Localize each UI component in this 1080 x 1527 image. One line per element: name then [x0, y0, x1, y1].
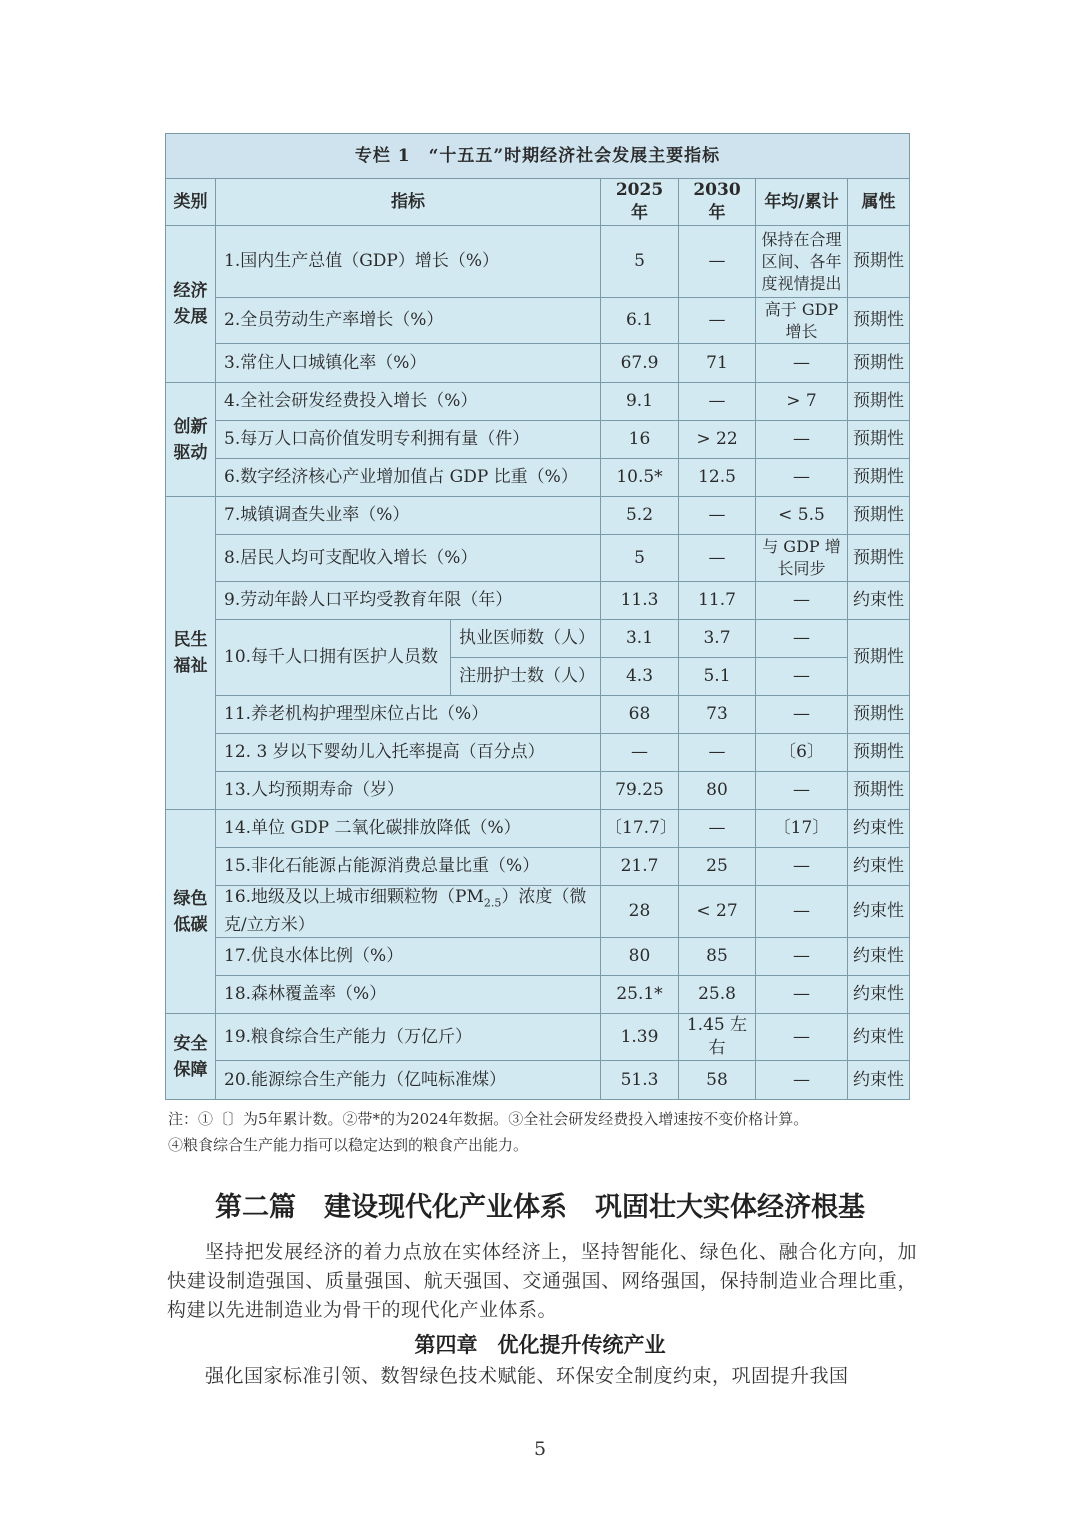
chapter-label: 第四章: [414, 1333, 478, 1357]
table-row: [166, 344, 910, 383]
value-attribute: 预期性: [848, 772, 910, 810]
indicator-name: 13.人均预期寿命（岁）: [216, 772, 601, 810]
value-annual: —: [756, 1061, 848, 1100]
value-2030: 1.45 左右: [679, 1014, 756, 1061]
value-attribute: 约束性: [848, 886, 910, 938]
value-attribute: 预期性: [848, 535, 910, 582]
table-row: [166, 497, 910, 535]
table-row: [166, 848, 910, 886]
indicator-name-subscript: 2.5: [483, 896, 502, 910]
value-annual: —: [756, 344, 848, 383]
table-notes: [168, 1106, 928, 1158]
value-annual: 与 GDP 增长同步: [756, 535, 848, 582]
value-2025: 9.1: [601, 383, 679, 421]
value-2030: —: [679, 497, 756, 535]
value-2025: 28: [601, 886, 679, 938]
indicator-name: 6.数字经济核心产业增加值占 GDP 比重（%）: [216, 459, 601, 497]
indicator-subname: 注册护士数（人）: [451, 658, 601, 696]
value-annual: —: [756, 459, 848, 497]
header-annual: 年均/累计: [756, 179, 848, 226]
value-attribute: 预期性: [848, 459, 910, 497]
table-row: [166, 772, 910, 810]
table-row: [166, 810, 910, 848]
value-attribute: 预期性: [848, 421, 910, 459]
value-2030: —: [679, 298, 756, 344]
value-2025: 10.5*: [601, 459, 679, 497]
table-row: [166, 298, 910, 344]
body-paragraph: 强化国家标准引领、数智绿色技术赋能、环保安全制度约束，巩固提升我国: [205, 1365, 849, 1387]
indicator-name: 3.常住人口城镇化率（%）: [216, 344, 601, 383]
value-attribute: 约束性: [848, 938, 910, 976]
value-attribute: 约束性: [848, 582, 910, 620]
table-row: [166, 1061, 910, 1100]
value-2025: 4.3: [601, 658, 679, 696]
category-innovation: 创新驱动: [166, 383, 216, 497]
indicator-name: 12. 3 岁以下婴幼儿入托率提高（百分点）: [216, 734, 601, 772]
value-annual: < 5.5: [756, 497, 848, 535]
header-2025: 2025 年: [601, 179, 679, 226]
value-2025: 79.25: [601, 772, 679, 810]
indicator-subname: 执业医师数（人）: [451, 620, 601, 658]
indicator-name: 18.森林覆盖率（%）: [216, 976, 601, 1014]
value-2030: 12.5: [679, 459, 756, 497]
value-2030: —: [679, 226, 756, 298]
table-row: [166, 696, 910, 734]
category-welfare: 民生福祉: [166, 497, 216, 810]
value-2025: 6.1: [601, 298, 679, 344]
value-2025: 5.2: [601, 497, 679, 535]
indicator-name: 20.能源综合生产能力（亿吨标准煤）: [216, 1061, 601, 1100]
value-annual: —: [756, 421, 848, 459]
table-row: [166, 226, 910, 298]
part-title: [0, 1185, 1080, 1224]
chapter-name: 优化提升传统产业: [497, 1333, 666, 1357]
value-attribute: 预期性: [848, 344, 910, 383]
value-annual: —: [756, 696, 848, 734]
value-2030: 85: [679, 938, 756, 976]
value-2025: 68: [601, 696, 679, 734]
indicator-name-part: 16.地级及以上城市细颗粒物（PM: [224, 887, 484, 907]
table-row: [166, 421, 910, 459]
indicator-name: 11.养老机构护理型床位占比（%）: [216, 696, 601, 734]
table-row: [166, 535, 910, 582]
value-attribute: 预期性: [848, 497, 910, 535]
value-attribute: 预期性: [848, 620, 910, 696]
value-2025: 80: [601, 938, 679, 976]
indicator-name: 2.全员劳动生产率增长（%）: [216, 298, 601, 344]
table-row: [166, 582, 910, 620]
value-annual: 保持在合理区间、各年度视情提出: [756, 226, 848, 298]
header-category: 类别: [166, 179, 216, 226]
table-title: 专栏 1 “十五五”时期经济社会发展主要指标: [166, 134, 910, 179]
value-2030: —: [679, 535, 756, 582]
note-line: ④粮食综合生产能力指可以稳定达到的粮食产出能力。: [168, 1136, 529, 1154]
value-2025: 67.9: [601, 344, 679, 383]
table-row: [166, 886, 910, 938]
value-annual: 高于 GDP 增长: [756, 298, 848, 344]
indicator-name: 19.粮食综合生产能力（万亿斤）: [216, 1014, 601, 1061]
note-line: 注：①〔〕为5年累计数。②带*的为2024年数据。③全社会研发经费投入增速按不变价格计算。: [168, 1110, 809, 1128]
value-2025: 21.7: [601, 848, 679, 886]
value-2030: < 27: [679, 886, 756, 938]
page-number: 5: [533, 1438, 547, 1460]
value-2025: 16: [601, 421, 679, 459]
indicator-name: 8.居民人均可支配收入增长（%）: [216, 535, 601, 582]
part-sub-title: 巩固壮大实体经济根基: [595, 1192, 865, 1223]
indicator-name: 7.城镇调查失业率（%）: [216, 497, 601, 535]
indicator-name: [216, 886, 601, 938]
indicator-name-tail: ）浓度（微克/立方米）: [224, 887, 587, 936]
value-annual: —: [756, 886, 848, 938]
value-2025: 51.3: [601, 1061, 679, 1100]
value-2030: 58: [679, 1061, 756, 1100]
table-row: [166, 1014, 910, 1061]
value-attribute: 预期性: [848, 696, 910, 734]
value-2030: 73: [679, 696, 756, 734]
indicator-name: 4.全社会研发经费投入增长（%）: [216, 383, 601, 421]
value-annual: > 7: [756, 383, 848, 421]
header-2030: 2030 年: [679, 179, 756, 226]
value-attribute: 约束性: [848, 1014, 910, 1061]
indicator-name: 17.优良水体比例（%）: [216, 938, 601, 976]
header-attribute: 属性: [848, 179, 910, 226]
value-2025: 5: [601, 226, 679, 298]
indicator-name: 10.每千人口拥有医护人员数: [216, 620, 451, 696]
table-header-row: [166, 179, 910, 226]
table-row: [166, 938, 910, 976]
header-indicator: 指标: [216, 179, 601, 226]
value-attribute: 预期性: [848, 383, 910, 421]
part-main-title: 建设现代化产业体系: [324, 1192, 567, 1223]
value-attribute: 约束性: [848, 848, 910, 886]
value-annual: —: [756, 976, 848, 1014]
value-2030: 80: [679, 772, 756, 810]
chapter-title: [0, 1329, 1080, 1359]
value-annual: —: [756, 1014, 848, 1061]
category-economy: 经济发展: [166, 226, 216, 383]
value-attribute: 约束性: [848, 1061, 910, 1100]
body-paragraph: 坚持把发展经济的着力点放在实体经济上，坚持智能化、绿色化、融合化方向，加快建设制造强国、质量强国、航天强国、交通强国、网络强国，保持制造业合理比重，构建以先进制造业为骨干的现代化产业体系。: [167, 1241, 917, 1321]
value-2030: —: [679, 383, 756, 421]
table-row: [166, 976, 910, 1014]
value-2030: 25.8: [679, 976, 756, 1014]
value-annual: —: [756, 938, 848, 976]
value-2030: 5.1: [679, 658, 756, 696]
value-attribute: 约束性: [848, 810, 910, 848]
value-annual: —: [756, 582, 848, 620]
category-green: 绿色低碳: [166, 810, 216, 1014]
category-security: 安全保障: [166, 1014, 216, 1100]
value-2030: —: [679, 810, 756, 848]
value-2025: 1.39: [601, 1014, 679, 1061]
value-2030: —: [679, 734, 756, 772]
value-2025: —: [601, 734, 679, 772]
value-2025: 5: [601, 535, 679, 582]
table-row: [166, 383, 910, 421]
value-2030: 25: [679, 848, 756, 886]
value-2030: 3.7: [679, 620, 756, 658]
value-attribute: 约束性: [848, 976, 910, 1014]
value-annual: 〔17〕: [756, 810, 848, 848]
part-label: 第二篇: [215, 1192, 296, 1223]
indicator-name: 15.非化石能源占能源消费总量比重（%）: [216, 848, 601, 886]
indicator-name: 9.劳动年龄人口平均受教育年限（年）: [216, 582, 601, 620]
value-annual: —: [756, 772, 848, 810]
table-row: [166, 734, 910, 772]
value-annual: —: [756, 848, 848, 886]
value-annual: 〔6〕: [756, 734, 848, 772]
table-row: [166, 459, 910, 497]
value-2025: 11.3: [601, 582, 679, 620]
indicator-table: [165, 133, 910, 1100]
indicator-name: 1.国内生产总值（GDP）增长（%）: [216, 226, 601, 298]
value-2030: 11.7: [679, 582, 756, 620]
value-attribute: 预期性: [848, 226, 910, 298]
value-2030: 71: [679, 344, 756, 383]
value-2025: 3.1: [601, 620, 679, 658]
value-2025: 〔17.7〕: [601, 810, 679, 848]
indicator-name: 14.单位 GDP 二氧化碳排放降低（%）: [216, 810, 601, 848]
value-annual: —: [756, 658, 848, 696]
value-2025: 25.1*: [601, 976, 679, 1014]
table-row: [166, 620, 910, 658]
value-attribute: 预期性: [848, 298, 910, 344]
indicator-name: 5.每万人口高价值发明专利拥有量（件）: [216, 421, 601, 459]
value-attribute: 预期性: [848, 734, 910, 772]
value-annual: —: [756, 620, 848, 658]
value-2030: > 22: [679, 421, 756, 459]
